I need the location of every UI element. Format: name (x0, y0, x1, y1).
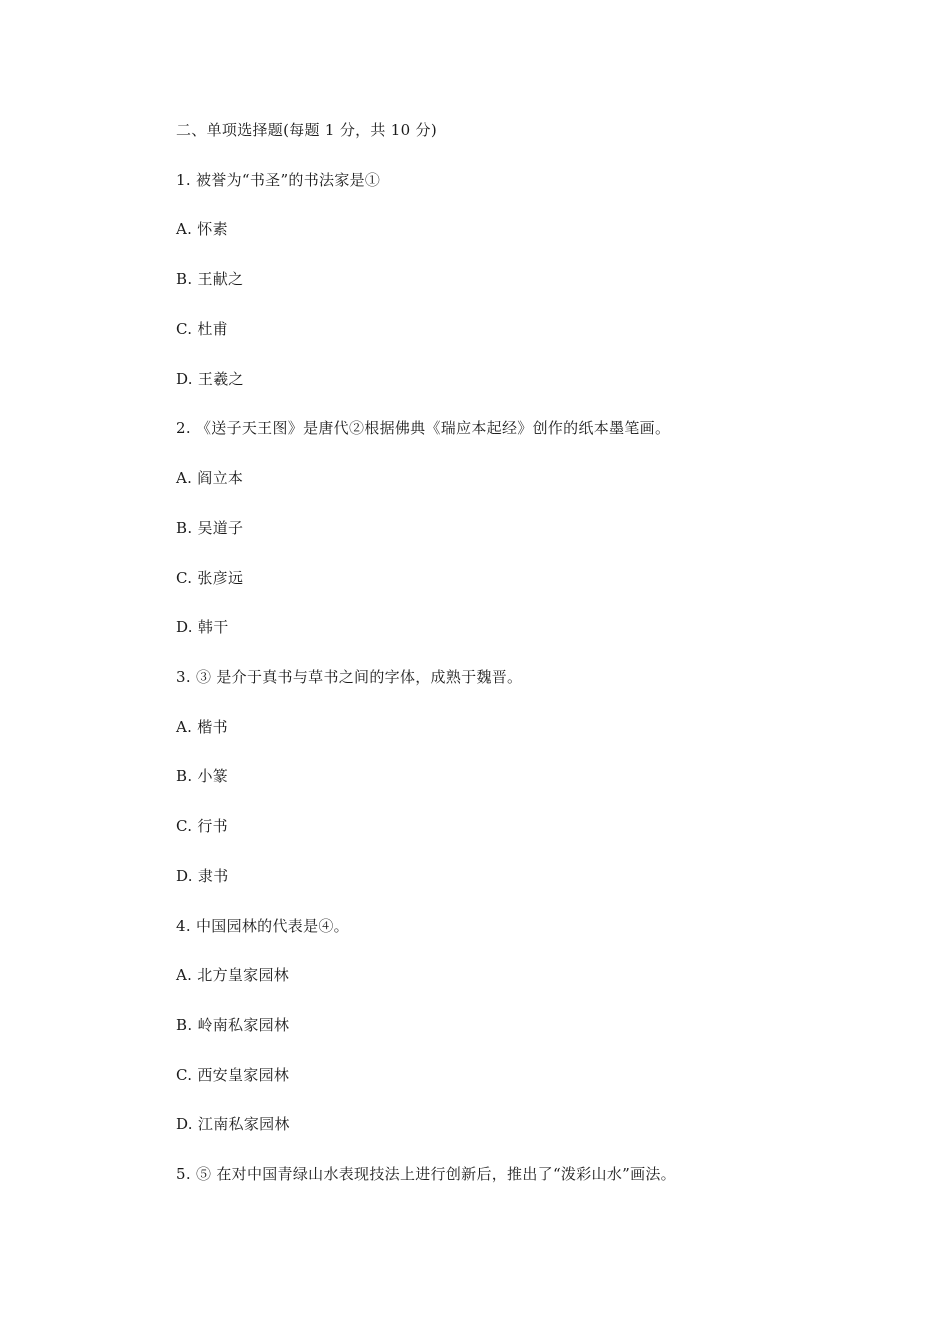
question-3-option-a: A. 楷书 (176, 718, 228, 736)
question-5-stem: 5. ⑤ 在对中国青绿山水表现技法上进行创新后，推出了“泼彩山水”画法。 (176, 1165, 676, 1183)
question-1-stem: 1. 被誉为“书圣”的书法家是① (176, 171, 381, 189)
question-3-stem: 3. ③ 是介于真书与草书之间的字体，成熟于魏晋。 (176, 668, 523, 686)
question-4-option-a: A. 北方皇家园林 (176, 966, 290, 984)
question-1-option-c: C. 杜甫 (176, 320, 228, 338)
question-3-option-c: C. 行书 (176, 817, 228, 835)
question-3-option-d: D. 隶书 (176, 867, 229, 885)
question-1-option-a: A. 怀素 (176, 220, 228, 238)
question-4-option-d: D. 江南私家园林 (176, 1115, 290, 1133)
question-4-stem: 4. 中国园林的代表是④。 (176, 917, 349, 935)
question-1-option-b: B. 王献之 (176, 270, 244, 288)
question-3-option-b: B. 小篆 (176, 767, 229, 785)
question-2-option-b: B. 吴道子 (176, 519, 244, 537)
question-2-option-c: C. 张彦远 (176, 569, 244, 587)
question-2-option-d: D. 韩干 (176, 618, 229, 636)
question-1-option-d: D. 王羲之 (176, 370, 244, 388)
section-title: 二、单项选择题(每题 1 分，共 10 分) (176, 121, 438, 139)
question-2-stem: 2. 《送子天王图》是唐代②根据佛典《瑞应本起经》创作的纸本墨笔画。 (176, 419, 671, 437)
question-4-option-b: B. 岭南私家园林 (176, 1016, 290, 1034)
question-2-option-a: A. 阎立本 (176, 469, 244, 487)
question-4-option-c: C. 西安皇家园林 (176, 1066, 290, 1084)
